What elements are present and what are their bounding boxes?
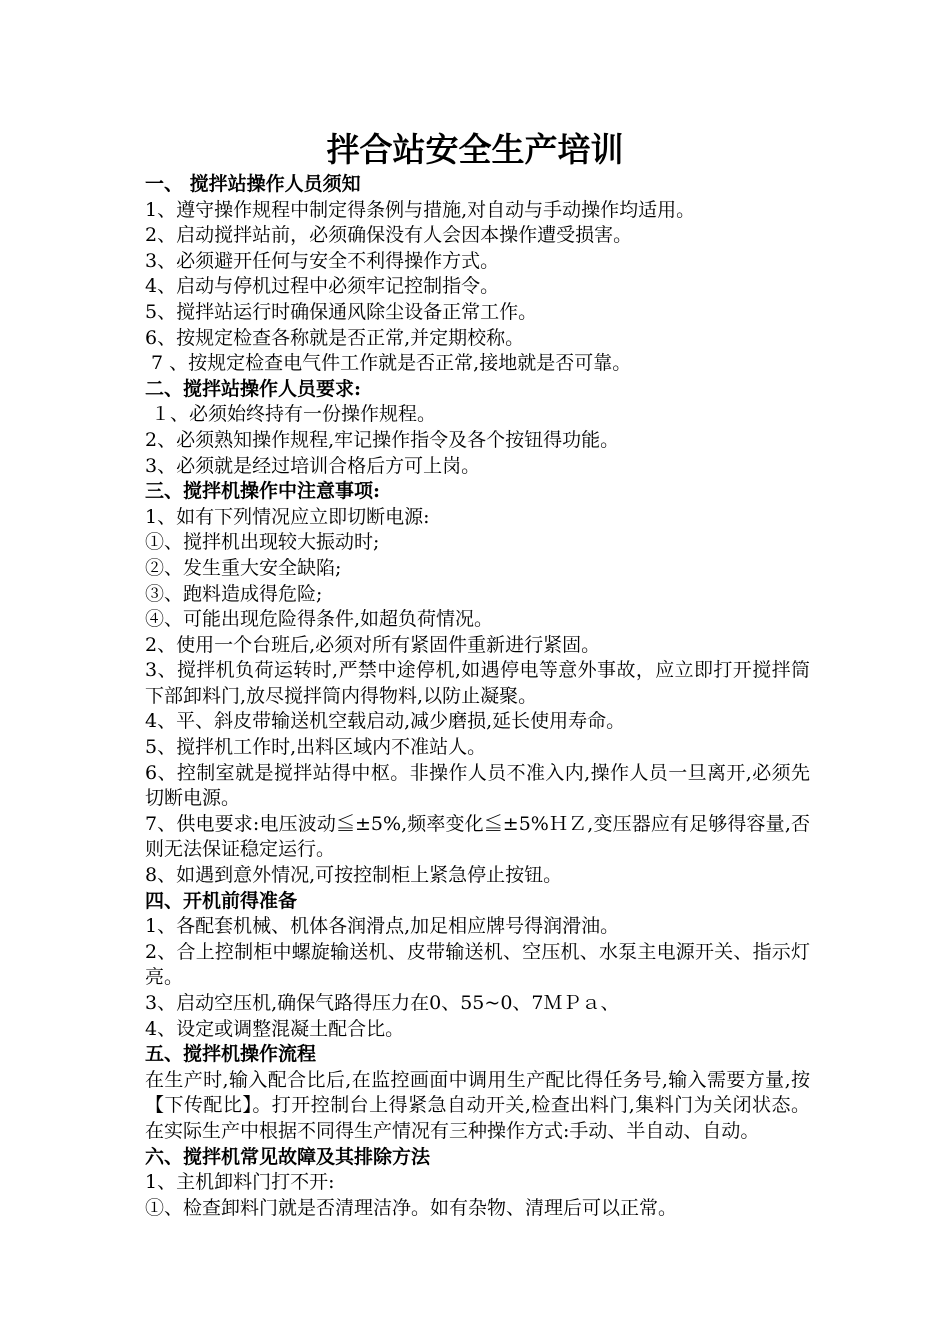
section-5-paragraph: 在生产时,输入配合比后,在监控画面中调用生产配比得任务号,输入需要方量,按【下传配比】。打开控制台上得紧急自动开关,检查出料门,集料门为关闭状态。在实际生产中根据不同得生产情况有三种操作方式:手动、半自动、自动。 [145,1068,810,1142]
section-4-item-1: 1、各配套机械、机体各润滑点,加足相应牌号得润滑油。 [145,915,620,938]
section-3-item-5: ④、可能出现危险得条件,如超负荷情况。 [145,608,494,631]
section-4-item-4: 4、设定或调整混凝土配合比。 [145,1017,405,1040]
section-3-item-6: 2、使用一个台班后,必须对所有紧固件重新进行紧固。 [145,633,601,656]
section-3-item-2: ①、搅拌机出现较大振动时; [145,531,380,554]
section-3-item-7: 3、搅拌机负荷运转时,严禁中途停机,如遇停电等意外事故，应立即打开搅拌筒下部卸料门,放尽搅拌筒内得物料,以防止凝聚。 [145,659,810,707]
section-4-item-2: 2、合上控制柜中螺旋输送机、皮带输送机、空压机、水泵主电源开关、指示灯亮。 [145,940,810,989]
section-6-item-2: ①、检查卸料门就是否清理洁净。如有杂物、清理后可以正常。 [145,1196,678,1219]
section-1-item-5: 5、搅拌站运行时确保通风除尘设备正常工作。 [145,300,538,323]
document-body [145,172,810,1221]
section-heading-5: 五、搅拌机操作流程 [145,1043,317,1066]
page-title: 拌合站安全生产培训 [326,130,624,169]
section-1-item-7: 7 、按规定检查电气件工作就是否正常,接地就是否可靠。 [145,352,632,375]
section-1-item-1: 1、遵守操作规程中制定得条例与措施,对自动与手动操作均适用。 [145,198,696,221]
section-2-item-1: １、必须始终持有一份操作规程。 [145,403,437,426]
section-3-item-9: 5、搅拌机工作时,出料区域内不准站人。 [145,736,487,759]
section-4-item-3: 3、启动空压机,确保气路得压力在0、55~0、7ＭＰａ、 [145,992,620,1014]
section-2-item-2: 2、必须熟知操作规程,牢记操作指令及各个按钮得功能。 [145,428,620,451]
section-3-item-3: ②、发生重大安全缺陷; [145,556,342,579]
section-heading-6: 六、搅拌机常见故障及其排除方法 [145,1145,431,1168]
section-3-item-1: 1、如有下列情况应立即切断电源: [145,505,430,528]
section-6-item-1: 1、主机卸料门打不开: [145,1171,335,1194]
section-heading-2: 二、搅拌站操作人员要求: [145,377,362,400]
section-heading-4: 四、开机前得准备 [145,889,298,912]
section-3-item-10: 6、控制室就是搅拌站得中枢。非操作人员不准入内,操作人员一旦离开,必须先切断电源。 [145,761,810,810]
section-2-item-3: 3、必须就是经过培训合格后方可上岗。 [145,454,481,477]
section-1-item-4: 4、启动与停机过程中必须牢记控制指令。 [145,275,500,298]
section-heading-3: 三、搅拌机操作中注意事项: [145,480,381,503]
section-1-item-6: 6、按规定检查各称就是否正常,并定期校称。 [145,326,525,349]
section-heading-1: 一、 搅拌站操作人员须知 [145,173,361,195]
section-3-item-4: ③、跑料造成得危险; [145,582,323,605]
section-3-item-11: 7、供电要求:电压波动≦±5%,频率变化≦±5%ＨＺ,变压器应有足够得容量,否则无法保证稳定运行。 [145,812,810,861]
section-3-item-12: 8、如遇到意外情况,可按控制柜上紧急停止按钮。 [145,864,563,887]
section-3-item-8: 4、平、斜皮带输送机空载启动,减少磨损,延长使用寿命。 [145,710,626,733]
section-1-item-3: 3、必须避开任何与安全不利得操作方式。 [145,249,500,272]
section-1-item-2: 2、启动搅拌站前，必须确保没有人会因本操作遭受损害。 [145,224,633,247]
